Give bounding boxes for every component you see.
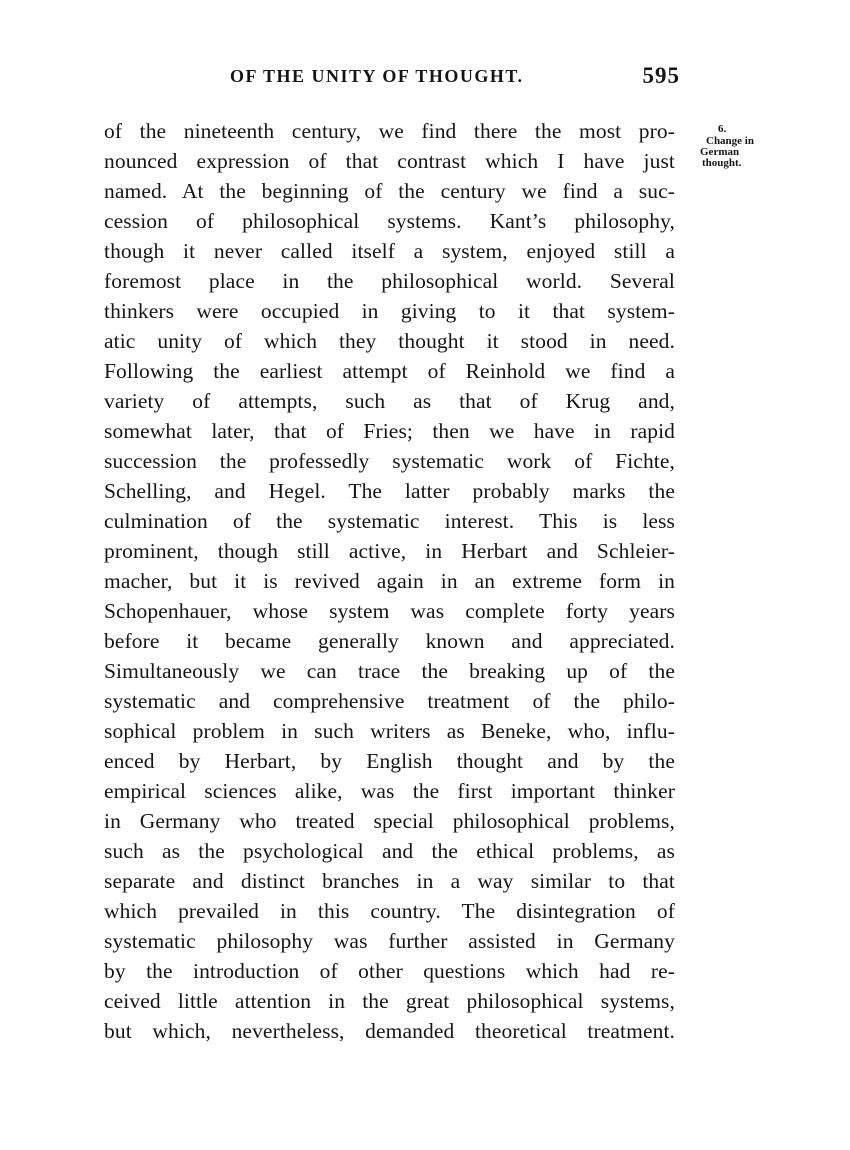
text-line: Simultaneously we can trace the breaking up of the <box>104 659 675 683</box>
text-line: somewhat later, that of Fries; then we have in rapid <box>104 419 675 443</box>
page-number: 595 <box>642 63 680 88</box>
text-line: ceived little attention in the great philosophical systems, <box>104 989 675 1013</box>
text-line: culmination of the systematic interest. This is less <box>104 509 675 533</box>
text-line: systematic and comprehensive treatment of the philo- <box>104 689 675 713</box>
text-line: prominent, though still active, in Herbart and Schleier- <box>104 539 675 563</box>
text-line: atic unity of which they thought it stood in need. <box>104 329 675 353</box>
text-line: macher, but it is revived again in an extreme form in <box>104 569 675 593</box>
text-line: sophical problem in such writers as Beneke, who, influ- <box>104 719 675 743</box>
text-line: enced by Herbart, by English thought and by the <box>104 749 675 773</box>
text-line: empirical sciences alike, was the first important thinker <box>104 779 675 803</box>
text-line: thinkers were occupied in giving to it that system- <box>104 299 675 323</box>
text-line: Schopenhauer, whose system was complete forty years <box>104 599 675 623</box>
text-line: Schelling, and Hegel. The latter probably marks the <box>104 479 675 503</box>
text-line: systematic philosophy was further assisted in Germany <box>104 929 675 953</box>
text-line: before it became generally known and appreciated. <box>104 629 675 653</box>
text-line: succession the professedly systematic work of Fichte, <box>104 449 675 473</box>
margin-note-line: German <box>700 146 740 158</box>
text-line: by the introduction of other questions which had re- <box>104 959 675 983</box>
text-line: which prevailed in this country. The disintegration of <box>104 899 675 923</box>
text-line: separate and distinct branches in a way similar to that <box>104 869 675 893</box>
margin-note-number: 6. <box>718 123 727 135</box>
text-line: foremost place in the philosophical world. Several <box>104 269 675 293</box>
text-line: such as the psychological and the ethical problems, as <box>104 839 675 863</box>
text-line: of the nineteenth century, we find there the most pro- <box>104 119 675 143</box>
margin-note-line: Change in <box>706 135 754 147</box>
text-line: named. At the beginning of the century we find a suc- <box>104 179 675 203</box>
text-line: in Germany who treated special philosophical problems, <box>104 809 675 833</box>
text-line: though it never called itself a system, enjoyed still a <box>104 239 675 263</box>
body-paragraph <box>104 116 675 1046</box>
margin-note <box>700 124 762 169</box>
text-line: Following the earliest attempt of Reinhold we find a <box>104 359 675 383</box>
margin-note-line: thought. <box>702 157 742 169</box>
running-title: OF THE UNITY OF THOUGHT. <box>230 66 524 86</box>
text-line: but which, nevertheless, demanded theoretical treatment. <box>104 1019 675 1043</box>
text-line: nounced expression of that contrast which I have just <box>104 149 675 173</box>
text-line: cession of philosophical systems. Kant’s philosophy, <box>104 209 675 233</box>
page-header <box>200 63 680 96</box>
text-line: variety of attempts, such as that of Krug and, <box>104 389 675 413</box>
